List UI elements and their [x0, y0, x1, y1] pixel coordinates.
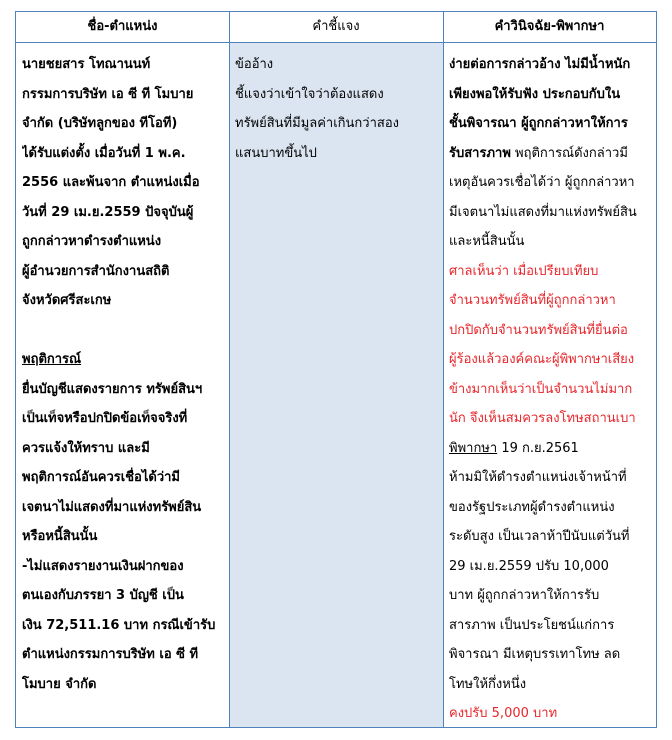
blank-line: [22, 316, 225, 346]
text-line: พิจารณา มีเหตุบรรเทาโทษ ลด: [449, 647, 621, 662]
text-line: เป็นเท็จหรือปกปิดข้อเท็จจริงที่: [22, 411, 188, 426]
text-line: ของรัฐประเภทผู้ดำรงตำแหน่ง: [449, 499, 615, 515]
confession-text: รับสารภาพ: [449, 145, 511, 161]
text-line: มีเจตนาไม่แสดงที่มาแห่งทรัพย์สิน: [449, 204, 637, 220]
text-line: สารภาพ เป็นประโยชน์แก่การ: [449, 617, 615, 633]
text-line: เหตุอันควรเชื่อได้ว่า ผู้ถูกกล่าวหา: [449, 175, 635, 190]
text-line: จำกัด (บริษัทลูกของ ทีโอที): [22, 116, 178, 131]
explanation-cell: [229, 43, 443, 727]
text-line: กรรมการบริษัท เอ ซี ที โมบาย: [22, 86, 194, 102]
text-line: เจตนาไม่แสดงที่มาแห่งทรัพย์สิน: [22, 499, 202, 515]
judgment-date: 19 ก.ย.2561: [497, 440, 579, 456]
text-line: เงิน 72,511.16 บาท กรณีเข้ารับ: [22, 617, 216, 633]
court-opinion-line: ศาลเห็นว่า เมื่อเปรียบเทียบ: [449, 263, 599, 279]
header-verdict: คำวินิจฉัย-พิพากษา: [494, 19, 605, 34]
text-line: 2556 และพ้นจาก ตำแหน่งเมื่อ: [22, 175, 200, 190]
column-divider: [443, 12, 444, 727]
text-line: โมบาย จำกัด: [22, 676, 97, 692]
court-opinion-line: นัก จึงเห็นสมควรลงโทษสถานเบา: [449, 411, 636, 426]
text-line: บาท ผู้ถูกกล่าวหาให้การรับ: [449, 588, 600, 603]
text-line: ชั้นพิจารณา ผู้ถูกกล่าวหาให้การ: [449, 116, 628, 131]
header-explanation: คำชี้แจง: [312, 19, 360, 34]
text-line: [449, 139, 652, 169]
judgment-label: พิพากษา: [449, 440, 498, 456]
text-line: ง่ายต่อการกล่าวอ้าง ไม่มีน้ำหนัก: [449, 57, 631, 72]
text-line: ควรแจ้งให้ทราบ และมี: [22, 440, 150, 456]
text-line: ห้ามมิให้ดำรงตำแหน่งเจ้าหน้าที่: [449, 470, 627, 485]
text-line: ทรัพย์สินที่มีมูลค่าเกินกว่าสอง: [235, 116, 399, 131]
text-line: ยื่นบัญชีแสดงรายการ ทรัพย์สินฯ: [22, 381, 203, 397]
text-line: [449, 434, 652, 464]
text-line: โทษให้กึ่งหนึ่ง: [449, 676, 527, 692]
court-opinion-line: ผู้ร้องแล้วองค์คณะผู้พิพากษาเสียง: [449, 352, 635, 367]
verdict-cell: [443, 43, 656, 727]
text-line: ระดับสูง เป็นเวลาห้าปีนับแต่วันที่: [449, 529, 630, 544]
final-fine-line: คงปรับ 5,000 บาท: [449, 706, 558, 721]
text-line: ชี้แจงว่าเข้าใจว่าต้องแสดง: [235, 86, 384, 102]
text-line: ตำแหน่งกรรมการบริษัท เอ ซี ที: [22, 647, 199, 662]
ruling-table: [15, 11, 657, 728]
text-line: นายชยสาร โทณานนท์: [22, 57, 151, 72]
text-line: 29 เม.ย.2559 ปรับ 10,000: [449, 558, 609, 574]
text-line: ได้รับแต่งตั้ง เมื่อวันที่ 1 พ.ค.: [22, 145, 186, 161]
text-line: และหนี้สินนั้น: [449, 234, 525, 249]
text-line: -ไม่แสดงรายงานเงินฝากของ: [22, 558, 184, 574]
text-line: พฤติการณ์อันควรเชื่อได้ว่ามี: [22, 470, 180, 485]
text-line: ผู้อำนวยการสำนักงานสถิติ: [22, 263, 170, 279]
table-header: [16, 12, 656, 43]
text-line: จังหวัดศรีสะเกษ: [22, 293, 112, 308]
text-line: แสนบาทขึ้นไป: [235, 145, 317, 161]
text-segment: พฤติการณ์ดังกล่าวมี: [510, 145, 628, 161]
court-opinion-line: ข้างมากเห็นว่าเป็นจำนวนไม่มาก: [449, 381, 633, 397]
section-heading-conduct: พฤติการณ์: [22, 352, 82, 367]
header-name-position: ชื่อ-ตำแหน่ง: [87, 19, 158, 34]
text-line: หรือหนี้สินนั้น: [22, 529, 98, 544]
text-line: ถูกกล่าวหาดำรงตำแหน่ง: [22, 234, 162, 249]
court-opinion-line: จำนวนทรัพย์สินที่ผู้ถูกกล่าวหา: [449, 293, 616, 308]
column-divider: [229, 12, 230, 727]
text-line: ข้ออ้าง: [235, 57, 274, 72]
text-line: วันที่ 29 เม.ย.2559 ปัจจุบันผู้: [22, 204, 194, 220]
court-opinion-line: ปกปิดกับจำนวนทรัพย์สินที่ยื่นต่อ: [449, 322, 628, 338]
text-line: เพียงพอให้รับฟัง ประกอบกับใน: [449, 86, 621, 102]
name-position-cell: [16, 43, 229, 727]
text-line: ตนเองกับภรรยา 3 บัญชี เป็น: [22, 588, 184, 603]
